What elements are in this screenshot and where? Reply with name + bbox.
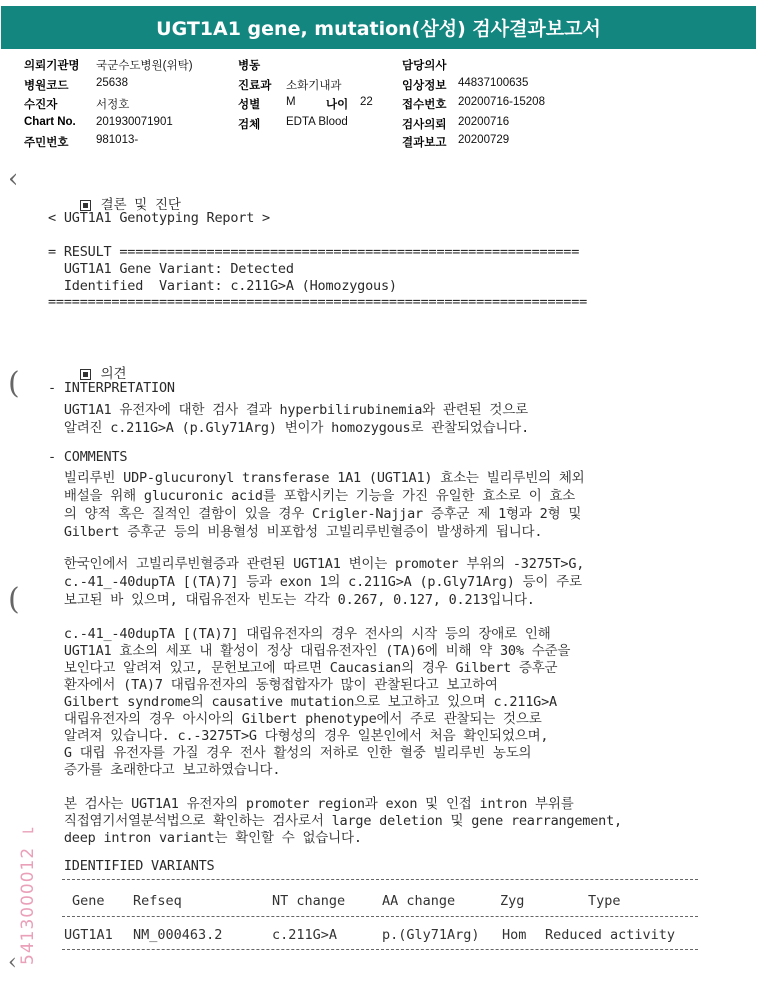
comments-line: 의 양적 혹은 질적인 결함이 있을 경우 Crigler-Najjar 증후군 제 1형과 2형 및	[48, 506, 582, 522]
binder-mark: ‹	[8, 164, 19, 194]
chart-no-value: 201930071901	[96, 116, 173, 128]
report-title: UGT1A1 gene, mutation(삼성) 검사결과보고서	[156, 18, 601, 40]
table-rule	[62, 916, 698, 917]
section-square-icon	[80, 200, 91, 211]
result-sheet	[0, 160, 757, 986]
col-zyg: Zyg	[500, 893, 525, 909]
comments-header: - COMMENTS	[48, 449, 128, 465]
binder-mark: (	[8, 366, 20, 401]
result-report-value: 20200729	[458, 134, 510, 146]
comments-line: c.-41_-40dupTA [(TA)7] 등과 exon 1의 c.211G>A (p.Gly71Arg) 등이 주로	[48, 574, 582, 590]
clinical-info-value: 44837100635	[458, 77, 529, 89]
comments-line: 본 검사는 UGT1A1 유전자의 promoter region과 exon 및 인접 intron 부위를	[48, 796, 574, 812]
col-refseq: Refseq	[133, 893, 182, 909]
comments-line: 알려져 있습니다. c.-3275T>G 다형성의 경우 일본인에서 처음 확인되었으며,	[48, 728, 549, 744]
result-rule: ====================================================================	[48, 294, 588, 310]
comments-line: 빌리루빈 UDP-glucuronyl transferase 1A1 (UGT1A1) 효소는 빌리루빈의 체외	[48, 470, 585, 486]
request-org-value: 국군수도병원(위탁)	[96, 60, 193, 72]
comments-line: c.-41_-40dupTA [(TA)7] 대립유전자의 경우 전사의 시작 등의 장애로 인해	[48, 626, 551, 642]
interpretation-line: UGT1A1 유전자에 대한 검사 결과 hyperbilirubinemia와 관련된 것으로	[48, 402, 528, 418]
binder-mark: (	[8, 582, 20, 617]
sex-value: M	[286, 96, 296, 108]
cell-nt-change: c.211G>A	[272, 927, 338, 943]
comments-line: 보고된 바 있으며, 대립유전자 빈도는 각각 0.267, 0.127, 0.213입니다.	[48, 592, 535, 608]
col-nt-change: NT change	[272, 893, 346, 909]
comments-line: 보인다고 알려져 있고, 문헌보고에 따르면 Caucasian의 경우 Gilbert 증후군	[48, 660, 558, 676]
specimen-value: EDTA Blood	[286, 116, 348, 128]
section-square-icon	[80, 369, 91, 380]
identified-variants-heading: IDENTIFIED VARIANTS	[48, 858, 215, 874]
table-rule	[62, 879, 698, 880]
cell-gene: UGT1A1	[64, 927, 113, 943]
conclusion-heading: 결론 및 진단	[48, 177, 181, 229]
comments-line: UGT1A1 효소의 세포 내 활성이 정상 대립유전자인 (TA)6에 비해 약 30% 수준을	[48, 643, 571, 659]
comments-line: deep intron variant는 확인할 수 없습니다.	[48, 830, 362, 846]
cell-refseq: NM_000463.2	[133, 927, 223, 943]
comments-line: Gilbert syndrome의 causative mutation으로 보고하고 있으며 c.211G>A	[48, 694, 557, 710]
col-type: Type	[588, 893, 621, 909]
identified-variant-line: Identified Variant: c.211G>A (Homozygous)	[48, 278, 397, 294]
interpretation-line: 알려진 c.211G>A (p.Gly71Arg) 변이가 homozygous로 관찰되었습니다.	[48, 420, 530, 436]
comments-line: Gilbert 증후군 등의 비용혈성 비포합성 고빌리루빈혈증이 발생하게 됩니다.	[48, 524, 543, 540]
col-gene: Gene	[72, 893, 105, 909]
binder-mark: ‹	[8, 950, 17, 975]
test-request-value: 20200716	[458, 116, 510, 128]
result-line: = RESULT ==========================================================	[48, 244, 580, 260]
table-rule	[62, 949, 698, 950]
col-aa-change: AA change	[382, 893, 456, 909]
comments-line: G 대립 유전자를 가질 경우 전사 활성의 저하로 인한 혈중 빌리루빈 농도의	[48, 745, 532, 761]
patient-value: 서정호	[96, 99, 130, 111]
age-value: 22	[360, 96, 373, 108]
comments-line: 환자에서 (TA)7 대립유전자의 동형접합자가 많이 관찰된다고 보고하여	[48, 677, 498, 693]
specimen-stamp: 5413000012 ⌐	[18, 819, 38, 965]
cell-type: Reduced activity	[545, 927, 676, 943]
resident-no-value: 981013-	[96, 134, 139, 146]
variant-detected-line: UGT1A1 Gene Variant: Detected	[48, 261, 294, 277]
comments-line: 증가를 초래한다고 보고하였습니다.	[48, 762, 281, 778]
report-title-banner	[1, 6, 756, 49]
hospital-code-value: 25638	[96, 77, 128, 89]
comments-line: 대립유전자의 경우 아시아의 Gilbert phenotype에서 주로 관찰되는 것으로	[48, 711, 542, 727]
receipt-no-value: 20200716-15208	[458, 96, 545, 108]
comments-line: 직접염기서열분석법으로 확인하는 검사로서 large deletion 및 gene rearrangement,	[48, 813, 622, 829]
interpretation-header: - INTERPRETATION	[48, 380, 175, 396]
comments-line: 한국인에서 고빌리루빈혈증과 관련된 UGT1A1 변이는 promoter 부위의 -3275T>G,	[48, 556, 585, 572]
opinion-heading: 의견	[48, 346, 126, 398]
cell-zyg: Hom	[502, 927, 527, 943]
comments-line: 배설을 위해 glucuronic acid를 포합시키는 기능을 가진 유일한 효소로 이 효소	[48, 488, 576, 504]
department-value: 소화기내과	[286, 80, 342, 92]
cell-aa-change: p.(Gly71Arg)	[382, 927, 480, 943]
report-title-line: < UGT1A1 Genotyping Report >	[48, 210, 270, 226]
